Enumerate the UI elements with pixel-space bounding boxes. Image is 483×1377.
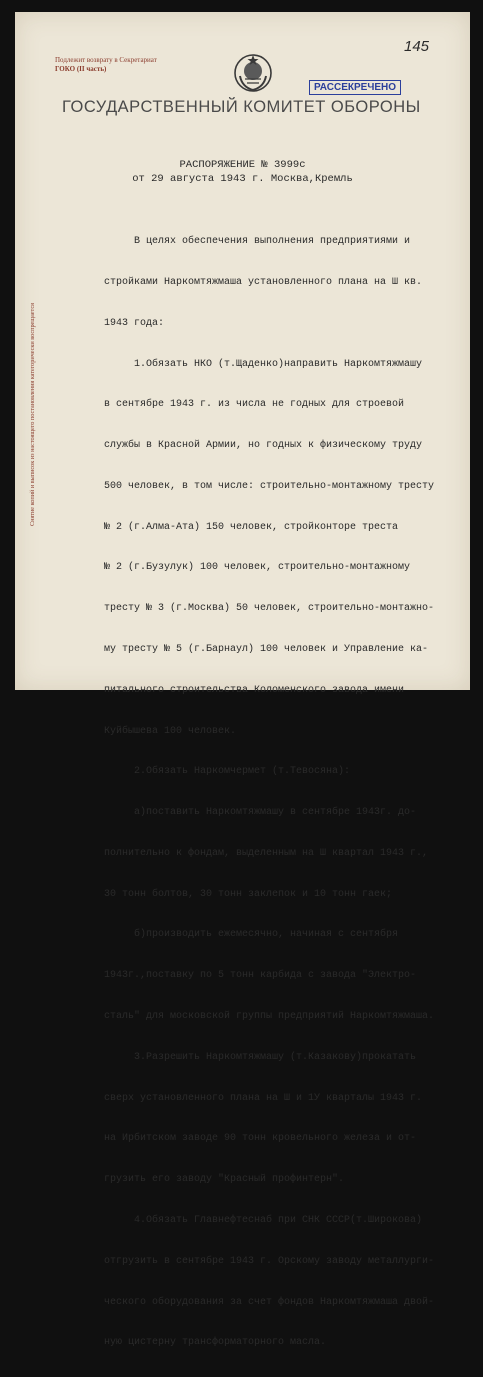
body-line: службы в Красной Армии, но годных к физическому труду — [104, 440, 423, 452]
body-line: в сентябре 1943 г. из числа не годных для строевой — [104, 399, 405, 411]
declassified-stamp: РАССЕКРЕЧЕНО — [309, 80, 401, 95]
handwritten-page-number: 145 — [404, 38, 430, 55]
body-line: му тресту № 5 (г.Барнаул) 100 человек и Управление ка- — [104, 644, 429, 655]
body-line: Куйбышева 100 человек. — [104, 725, 237, 737]
body-line: грузить его заводу "Красный профинтерн". — [104, 1174, 345, 1186]
body-line: б)производить ежемесячно, начиная с сентября — [104, 929, 399, 941]
body-line: 1943г.,поставку по 5 тонн карбида с завода "Электро- — [104, 970, 417, 982]
return-note-line-1: Подлежит возврату в Секретариат — [55, 56, 157, 64]
body-line: а)поставить Наркомтяжмашу в сентябре 1943г. до- — [104, 807, 417, 819]
body-line: тресту № 3 (г.Москва) 50 человек, строительно-монтажно- — [104, 603, 435, 615]
body-line: ческого оборудования за счет фондов Наркомтяжмаша двой- — [104, 1296, 435, 1308]
body-line: 1.Обязать НКО (т.Щаденко)направить Наркомтяжмашу — [104, 358, 423, 370]
body-line: сталь" для московской группы предприятий Наркомтяжмаша. — [104, 1011, 435, 1023]
document-body — [104, 208, 464, 1377]
body-line: полнительно к фондам, выделенным на Ш квартал 1943 г., — [104, 847, 429, 859]
body-line: 500 человек, в том числе: строительно-монтажному тресту — [104, 480, 435, 492]
body-line: 2.Обязать Наркомчермет (т.Тевосяна): — [104, 766, 351, 778]
body-line: 30 тонн болтов, 30 тонн заклепок и 10 тонн гаек; — [104, 888, 393, 900]
body-line: стройками Наркомтяжмаша установленного плана на Ш кв. — [104, 276, 423, 288]
body-line: ную цистерну трансформаторного масла. — [104, 1337, 327, 1349]
body-line: отгрузить в сентябре 1943 г. Орскому заводу металлурги- — [104, 1255, 435, 1267]
document-heading — [15, 158, 470, 186]
organization-title: ГОСУДАРСТВЕННЫЙ КОМИТЕТ ОБОРОНЫ — [62, 98, 421, 116]
body-line: 3.Разрешить Наркомтяжмашу (т.Казакову)прокатать — [104, 1051, 417, 1063]
body-line: № 2 (г.Алма-Ата) 150 человек, стройконторе треста — [104, 521, 399, 533]
body-line: на Ирбитском заводе 90 тонн кровельного железа и от- — [104, 1133, 417, 1145]
body-line: 1943 года: — [104, 317, 165, 329]
body-line: сверх установленного плана на Ш и 1У кварталы 1943 г. — [104, 1092, 423, 1104]
return-note-line-2: ГОКО (II часть) — [55, 65, 107, 73]
body-line: питального строительства Коломенского завода имени — [104, 684, 405, 696]
document-title: РАСПОРЯЖЕНИЕ № 3999с — [179, 159, 306, 171]
ussr-emblem-icon — [232, 52, 274, 94]
document-date-place: от 29 августа 1943 г. Москва,Кремль — [132, 173, 353, 185]
body-line: 4.Обязать Главнефтеснаб при СНК СССР(т.Широкова) — [104, 1214, 423, 1226]
body-line: № 2 (г.Бузулук) 100 человек, строительно-монтажному — [104, 562, 411, 574]
copy-prohibition-note: Снятие копий и выписок из настоящего постановления категорически воспрещается — [29, 303, 36, 526]
return-note — [55, 56, 175, 74]
document-page — [15, 12, 470, 1349]
body-line: В целях обеспечения выполнения предприятиями и — [104, 236, 411, 248]
